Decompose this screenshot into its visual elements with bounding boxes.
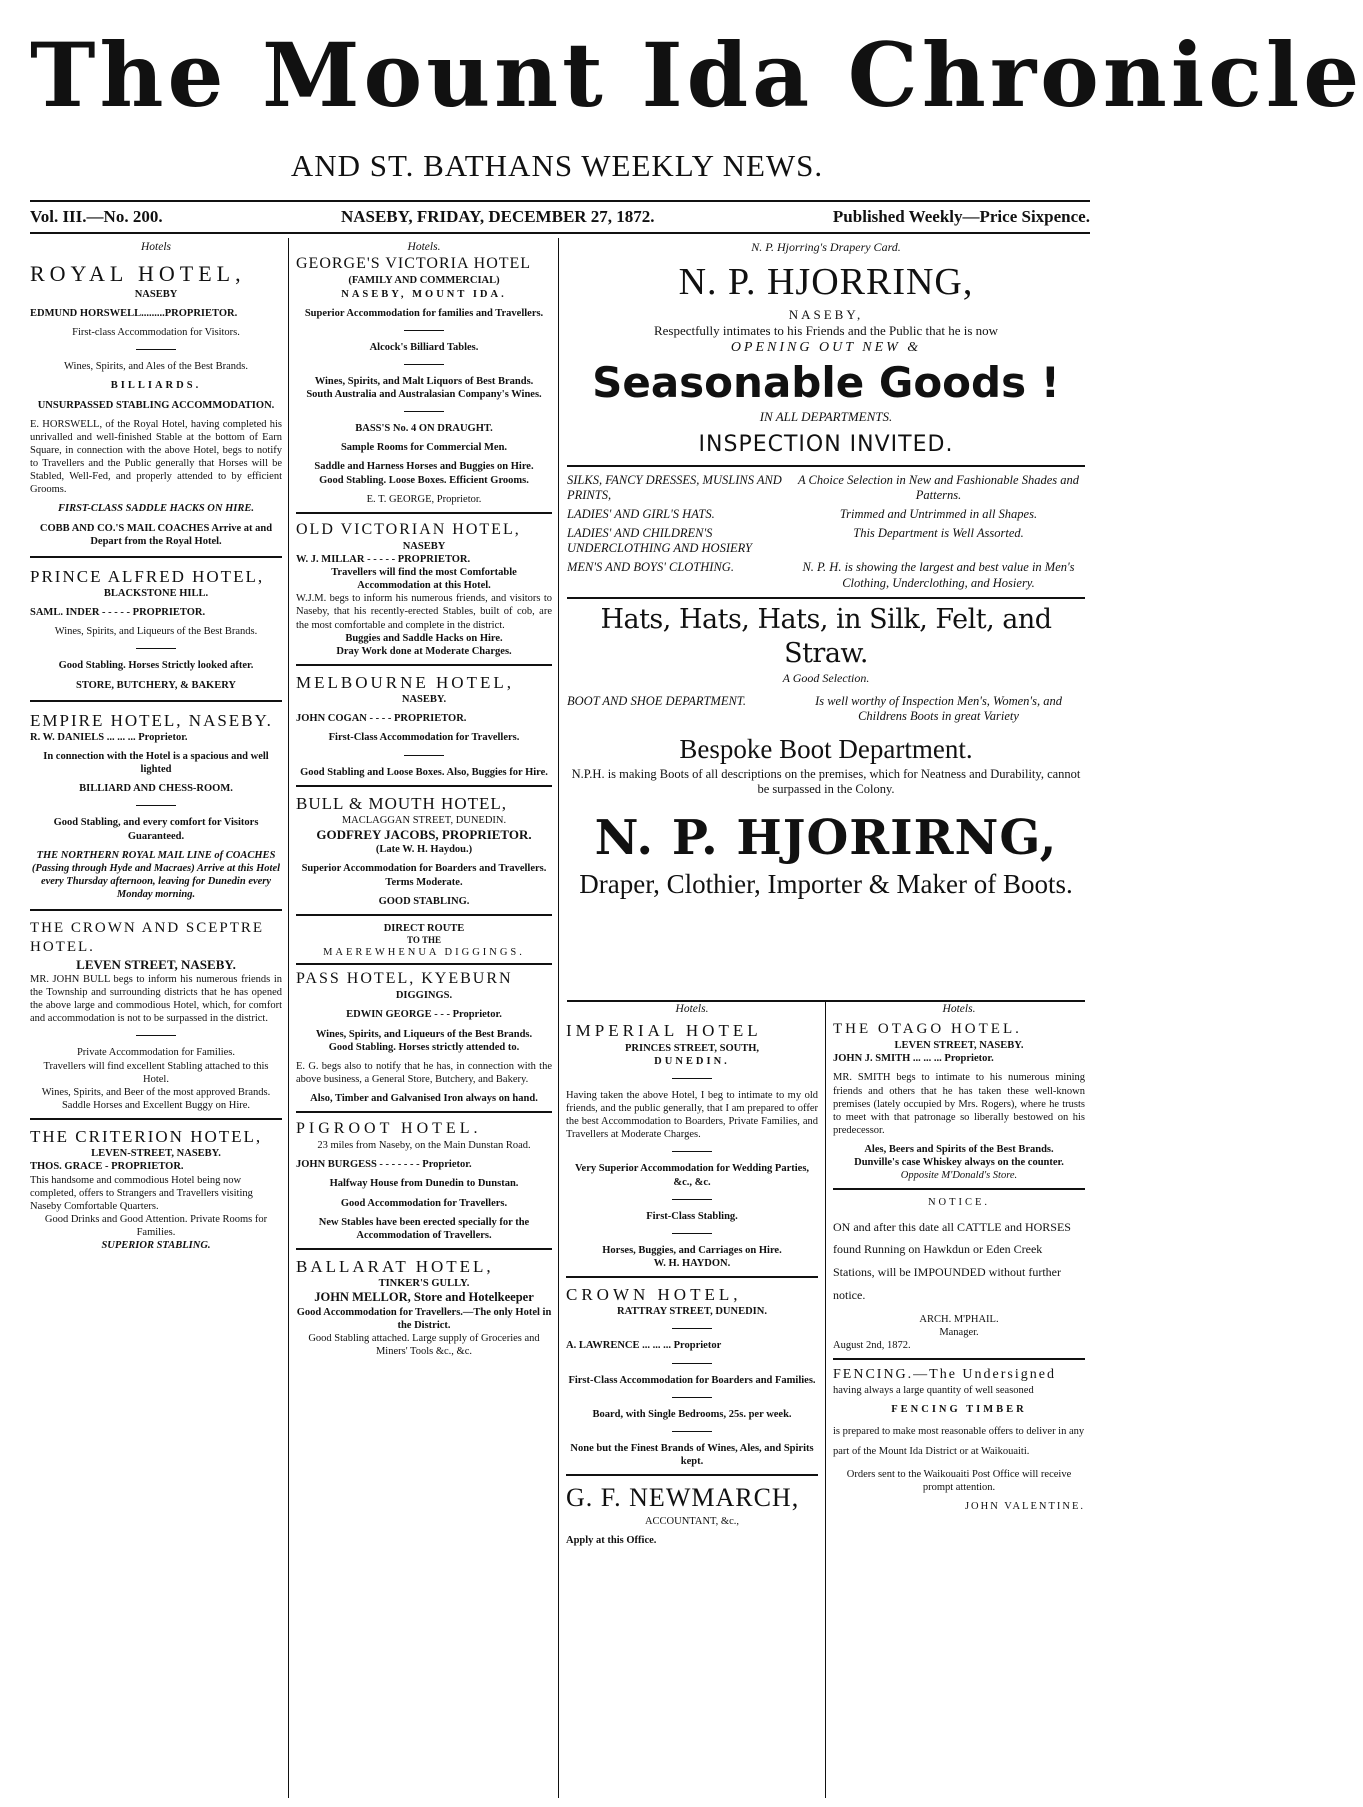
fencing-orders: Orders sent to the Waikouaiti Post Office will receive prompt attention.: [846, 1468, 1072, 1493]
column-divider: [825, 1000, 826, 1798]
otago-place: LEVEN STREET, NASEBY.: [894, 1040, 1024, 1052]
column-1: [30, 240, 282, 1252]
advert-inspection: INSPECTION INVITED.: [698, 432, 954, 458]
old-victorian-trav: Travellers will find the most Comfortable Accommodation at this Hotel.: [331, 567, 517, 592]
advert-row: LADIES' AND GIRL'S HATS. Trimmed and Untrimmed in all Shapes.: [567, 507, 1038, 521]
royal-hotel-name: ROYAL HOTEL,: [30, 261, 246, 287]
advert-opening: OPENING OUT NEW &: [730, 340, 922, 355]
otago-name: THE OTAGO HOTEL.: [833, 1021, 1022, 1038]
advert-bespoke: Bespoke Boot Department.: [679, 733, 973, 764]
column-3: [566, 1002, 818, 1553]
crown-hotel-board: Board, with Single Bedrooms, 25s. per week.: [592, 1408, 792, 1420]
royal-hotel-hacks: FIRST-CLASS SADDLE HACKS ON HIRE.: [58, 503, 254, 515]
otago-dunville: Dunville's case Whiskey always on the counter.: [854, 1157, 1064, 1169]
empire-hotel-comfort: Good Stabling, and every comfort for Visitors Guaranteed.: [53, 817, 259, 842]
georges-saddle: Saddle and Harness Horses and Buggies on Hire.: [314, 461, 534, 473]
advert-bespoke-body: N.P.H. is making Boots of all descriptions on the premises, which for Neatness and Durability, cannot be surpassed in the Colony.: [571, 766, 1081, 797]
advert-seasonable: Seasonable Goods !: [592, 357, 1060, 407]
rule-top: [30, 200, 1090, 202]
criterion-place: LEVEN-STREET, NASEBY.: [91, 1148, 221, 1160]
melbourne-proprietor: JOHN COGAN - - - - PROPRIETOR.: [296, 713, 467, 725]
prince-alfred-proprietor: SAML. INDER - - - - - PROPRIETOR.: [30, 607, 206, 619]
pigroot-name: PIGROOT HOTEL.: [296, 1120, 482, 1138]
georges-name: GEORGE'S VICTORIA HOTEL: [296, 255, 532, 273]
rule-bottom: [30, 232, 1090, 234]
crown-sceptre-travellers: Travellers will find excellent Stabling attached to this Hotel.: [43, 1060, 269, 1085]
old-victorian-proprietor: W. J. MILLAR - - - - - PROPRIETOR.: [296, 553, 471, 565]
crown-hotel-place: RATTRAY STREET, DUNEDIN.: [617, 1306, 767, 1318]
otago-proprietor: JOHN J. SMITH ... ... ... Proprietor.: [833, 1053, 994, 1065]
pass-hotel-stabling: Good Stabling. Horses strictly attended to.: [328, 1041, 520, 1053]
crown-sceptre-body: MR. JOHN BULL begs to inform his numerous friends in the Township and surrounding districts that he has opened the above large and commodious Hotel, which, for comfort and accommodation is not to be surpassed in the district.: [30, 973, 282, 1025]
masthead-title: The Mount Ida Chronicle: [30, 23, 1363, 127]
column-divider: [558, 238, 559, 1798]
advert-intro: Respectfully intimates to his Friends and the Public that he is now: [653, 322, 999, 338]
notice-heading: NOTICE.: [927, 1197, 991, 1209]
royal-hotel-stabling: UNSURPASSED STABLING ACCOMMODATION.: [37, 399, 275, 411]
royal-hotel-accommodation: First-class Accommodation for Visitors.: [72, 327, 240, 339]
notice-date: August 2nd, 1872.: [833, 1339, 911, 1351]
notice-body: ON and after this date all CATTLE and HORSES found Running on Hawkdun or Eden Creek Stations, will be IMPOUNDED without further notice.: [833, 1219, 1071, 1302]
bull-mouth-name: BULL & MOUTH HOTEL,: [296, 793, 508, 813]
old-victorian-body: W.J.M. begs to inform his numerous friends, and visitors to Naseby, that his recently-erected Stables, built of cob, are the most comfortable and complete in the district.: [296, 593, 552, 631]
ballarat-proprietor: JOHN MELLOR, Store and Hotelkeeper: [314, 1290, 534, 1305]
crown-hotel-name: CROWN HOTEL,: [566, 1285, 742, 1304]
crown-sceptre-place: LEVEN STREET, NASEBY.: [76, 956, 236, 972]
royal-hotel-place: NASEBY: [134, 288, 178, 300]
newmarch-role: ACCOUNTANT, &c.,: [644, 1515, 740, 1527]
pigroot-place: 23 miles from Naseby, on the Main Dunstan Road.: [317, 1140, 531, 1152]
georges-sa: South Australia and Australasian Company's Wines.: [306, 389, 542, 400]
crown-hotel-proprietor: A. LAWRENCE ... ... ... Proprietor: [566, 1340, 722, 1352]
pass-hotel-name: PASS HOTEL, KYEBURN: [296, 970, 513, 988]
royal-hotel-billiards: BILLIARDS.: [110, 380, 202, 392]
imperial-first: First-Class Stabling.: [646, 1210, 738, 1222]
imperial-place: PRINCES STREET, SOUTH,: [624, 1042, 759, 1054]
fencing-body-1: having always a large quantity of well seasoned: [833, 1384, 1034, 1396]
criterion-superior: SUPERIOR STABLING.: [101, 1240, 211, 1252]
melbourne-first: First-Class Accommodation for Travellers.: [328, 732, 520, 744]
column-heading: Hotels: [140, 241, 172, 253]
otago-ales: Ales, Beers and Spirits of the Best Brands.: [864, 1144, 1054, 1155]
pigroot-proprietor: JOHN BURGESS - - - - - - - Proprietor.: [296, 1159, 472, 1171]
criterion-good: Good Drinks and Good Attention. Private Rooms for Families.: [44, 1213, 268, 1238]
advert-all-departments: IN ALL DEPARTMENTS.: [759, 409, 893, 424]
column-heading: Hotels.: [675, 1003, 709, 1015]
melbourne-stabling: Good Stabling and Loose Boxes. Also, Buggies for Hire.: [300, 766, 548, 778]
advert-heading: N. P. Hjorring's Drapery Card.: [751, 240, 901, 254]
bull-mouth-sup: Superior Accommodation for Boarders and Travellers. Terms Moderate.: [301, 863, 547, 888]
georges-wines: Wines, Spirits, and Malt Liquors of Best Brands.: [314, 375, 534, 387]
fencing-timber: FENCING TIMBER: [891, 1403, 1027, 1415]
empire-hotel-body: In connection with the Hotel is a spacious and well lighted: [43, 751, 269, 776]
otago-body: MR. SMITH begs to intimate to his numerous mining friends and others that he has taken these well-known premises (lately occupied by Mrs. Rogers), where he trusts to meet with that patronage so liberally bestowed on his predecessor.: [833, 1072, 1085, 1136]
imperial-horses: Horses, Buggies, and Carriages on Hire.: [602, 1244, 782, 1256]
criterion-body: This handsome and commodious Hotel being now completed, offers to Strangers and Travellers visiting Naseby Comfortable Quarters.: [30, 1174, 253, 1212]
georges-bass: BASS'S No. 4 ON DRAUGHT.: [355, 423, 493, 435]
advert-row: SILKS, FANCY DRESSES, MUSLINS AND PRINTS, A Choice Selection in New and Fashionable Shades and Patterns.: [567, 472, 1079, 503]
royal-hotel-body: E. HORSWELL, of the Royal Hotel, having completed his unrivalled and well-finished Stable at the bottom of Earn Square, in connection with the above Hotel, begs to notify to Travellers and the Public generally that Horses will be Stabled, Well-Fed, and properly attended to by efficient Grooms.: [30, 418, 282, 496]
notice-role: Manager.: [939, 1326, 979, 1338]
georges-place: NASEBY, MOUNT IDA.: [341, 288, 507, 300]
pass-hotel-proprietor: EDWIN GEORGE - - - Proprietor.: [346, 1009, 502, 1021]
imperial-city: DUNEDIN.: [654, 1055, 730, 1067]
crown-hotel-none: None but the Finest Brands of Wines, Ales, and Spirits kept.: [570, 1442, 814, 1467]
advert-trade: Draper, Clothier, Importer & Maker of Boots.: [579, 868, 1073, 899]
pass-hotel-place: DIGGINGS.: [395, 990, 453, 1002]
bull-mouth-proprietor: GODFREY JACOBS, PROPRIETOR.: [316, 827, 532, 842]
georges-sup: Superior Accommodation for families and Travellers.: [304, 307, 544, 319]
bull-mouth-place: MACLAGGAN STREET, DUNEDIN.: [341, 814, 507, 826]
column-divider: [288, 238, 289, 1798]
imperial-proprietor: W. H. HAYDON.: [653, 1257, 731, 1269]
empire-hotel-proprietor: R. W. DANIELS ... ... ... Proprietor.: [30, 731, 188, 743]
route-line-2: TO THE: [407, 934, 441, 945]
ballarat-good: Good Accommodation for Travellers.—The only Hotel in the District.: [296, 1306, 552, 1331]
melbourne-place: NASEBY.: [401, 694, 447, 706]
georges-stabling: Good Stabling. Loose Boxes. Efficient Grooms.: [319, 474, 529, 486]
advert-good-selection: A Good Selection.: [782, 670, 870, 685]
pigroot-halfway: Halfway House from Dunedin to Dunstan.: [329, 1178, 519, 1190]
column-heading: Hotels.: [942, 1003, 976, 1015]
empire-hotel-billiard: BILLIARD AND CHESS-ROOM.: [79, 783, 233, 795]
royal-hotel-wines: Wines, Spirits, and Ales of the Best Brands.: [64, 361, 248, 373]
ballarat-place: TINKER'S GULLY.: [378, 1278, 470, 1290]
pass-hotel-body: E. G. begs also to notify that he has, in connection with the above business, a General Store, Butchery, and Bakery.: [296, 1060, 552, 1085]
old-victorian-buggies: Buggies and Saddle Hacks on Hire.: [345, 632, 503, 644]
georges-sub: (FAMILY AND COMMERCIAL): [348, 275, 500, 287]
old-victorian-name: OLD VICTORIAN HOTEL,: [296, 520, 521, 538]
hjorring-advertisement: [567, 240, 1085, 902]
old-victorian-dray: Dray Work done at Moderate Charges.: [336, 645, 512, 657]
fencing-signature: JOHN VALENTINE.: [964, 1500, 1085, 1512]
newmarch-name: G. F. NEWMARCH,: [566, 1483, 800, 1512]
pigroot-good: Good Accommodation for Travellers.: [340, 1197, 508, 1209]
prince-alfred-store: STORE, BUTCHERY, & BAKERY: [75, 679, 236, 691]
advert-hats: Hats, Hats, Hats, in Silk, Felt, and Straw.: [600, 604, 1052, 669]
crown-sceptre-name: THE CROWN AND SCEPTRE HOTEL.: [30, 920, 265, 955]
prince-alfred-name: PRINCE ALFRED HOTEL,: [30, 566, 265, 586]
prince-alfred-place: BLACKSTONE HILL.: [103, 588, 209, 599]
crown-sceptre-wines: Wines, Spirits, and Beer of the most approved Brands.: [41, 1086, 271, 1098]
advert-boot-row: BOOT AND SHOE DEPARTMENT. Is well worthy of Inspection Men's, Women's, and Childrens Boots in great Variety: [567, 693, 1062, 724]
volume-number: Vol. III.—No. 200.: [30, 207, 163, 226]
newmarch-apply: Apply at this Office.: [566, 1534, 657, 1546]
bull-mouth-stabling: GOOD STABLING.: [378, 895, 470, 907]
empire-hotel-name: EMPIRE HOTEL, NASEBY.: [30, 710, 273, 730]
bull-mouth-late: (Late W. H. Haydou.): [375, 844, 473, 856]
crown-sceptre-saddle: Saddle Horses and Excellent Buggy on Hire.: [61, 1099, 251, 1111]
imperial-name: IMPERIAL HOTEL: [566, 1021, 762, 1041]
royal-hotel-coaches: COBB AND CO.'S MAIL COACHES Arrive at and Depart from the Royal Hotel.: [39, 522, 273, 547]
advert-name: N. P. HJORRING,: [678, 261, 974, 303]
georges-proprietor: E. T. GEORGE, Proprietor.: [366, 493, 482, 505]
imperial-very: Very Superior Accommodation for Wedding Parties, &c., &c.: [574, 1163, 810, 1188]
fencing-heading: FENCING.—The Undersigned: [833, 1367, 1056, 1383]
melbourne-name: MELBOURNE HOTEL,: [296, 672, 514, 692]
crown-sceptre-private: Private Accommodation for Families.: [76, 1047, 236, 1059]
column-2: [296, 240, 552, 1358]
advert-place: NASEBY,: [788, 306, 864, 322]
fencing-body-2: is prepared to make most reasonable offers to deliver in any part of the Mount Ida District or at Waikouaiti.: [833, 1425, 1085, 1457]
notice-signature: ARCH. M'PHAIL.: [919, 1313, 999, 1325]
otago-opposite: Opposite M'Donald's Store.: [900, 1170, 1018, 1182]
empire-hotel-mail: THE NORTHERN ROYAL MAIL LINE of COACHES (Passing through Hyde and Macraes) Arrive at this Hotel every Thursday afternoon, leaving for Dunedin every Monday morning.: [31, 849, 281, 900]
advert-name-2: N. P. HJORIRNG,: [594, 809, 1058, 866]
criterion-proprietor: THOS. GRACE - PROPRIETOR.: [30, 1161, 184, 1173]
prince-alfred-wines: Wines, Spirits, and Liqueurs of the Best Brands.: [54, 626, 258, 638]
route-line-3: MAEREWHENUA DIGGINGS.: [323, 947, 525, 959]
route-line-1: DIRECT ROUTE: [383, 922, 465, 934]
issue-price: Published Weekly—Price Sixpence.: [832, 207, 1090, 226]
georges-sample: Sample Rooms for Commercial Men.: [340, 442, 508, 454]
ballarat-stabling: Good Stabling attached. Large supply of Groceries and Miners' Tools &c., &c.: [308, 1333, 540, 1358]
pass-hotel-wines: Wines, Spirits, and Liqueurs of the Best Brands.: [315, 1028, 533, 1040]
ballarat-name: BALLARAT HOTEL,: [296, 1256, 494, 1276]
georges-alcock: Alcock's Billiard Tables.: [369, 341, 479, 353]
pass-hotel-timber: Also, Timber and Galvanised Iron always on hand.: [310, 1093, 538, 1104]
masthead-subtitle: AND ST. BATHANS WEEKLY NEWS.: [290, 148, 824, 183]
old-victorian-place: NASEBY: [402, 540, 446, 552]
issue-date: NASEBY, FRIDAY, DECEMBER 27, 1872.: [340, 207, 655, 226]
column-4: [833, 1002, 1085, 1513]
crown-hotel-first: First-Class Accommodation for Boarders and Families.: [568, 1374, 816, 1386]
advert-row: LADIES' AND CHILDREN'S UNDERCLOTHING AND HOSIERY This Department is Well Assorted.: [567, 525, 1024, 556]
pigroot-new: New Stables have been erected specially for the Accommodation of Travellers.: [318, 1216, 530, 1241]
advert-row: MEN'S AND BOYS' CLOTHING. N. P. H. is showing the largest and best value in Men's Clothing, Underclothing, and Hosiery.: [567, 559, 1075, 590]
dateline: [30, 207, 1090, 227]
criterion-name: THE CRITERION HOTEL,: [30, 1127, 263, 1146]
imperial-body: Having taken the above Hotel, I beg to intimate to my old friends, and the public generally, that I am prepared to offer the best Accommodation to Boarders, Private Families, and Travellers at Moderate Charges.: [566, 1089, 818, 1141]
royal-hotel-proprietor: EDMUND HORSWELL.........PROPRIETOR.: [30, 308, 238, 319]
prince-alfred-stabling: Good Stabling. Horses Strictly looked after.: [58, 660, 254, 672]
column-heading: Hotels.: [407, 241, 441, 253]
